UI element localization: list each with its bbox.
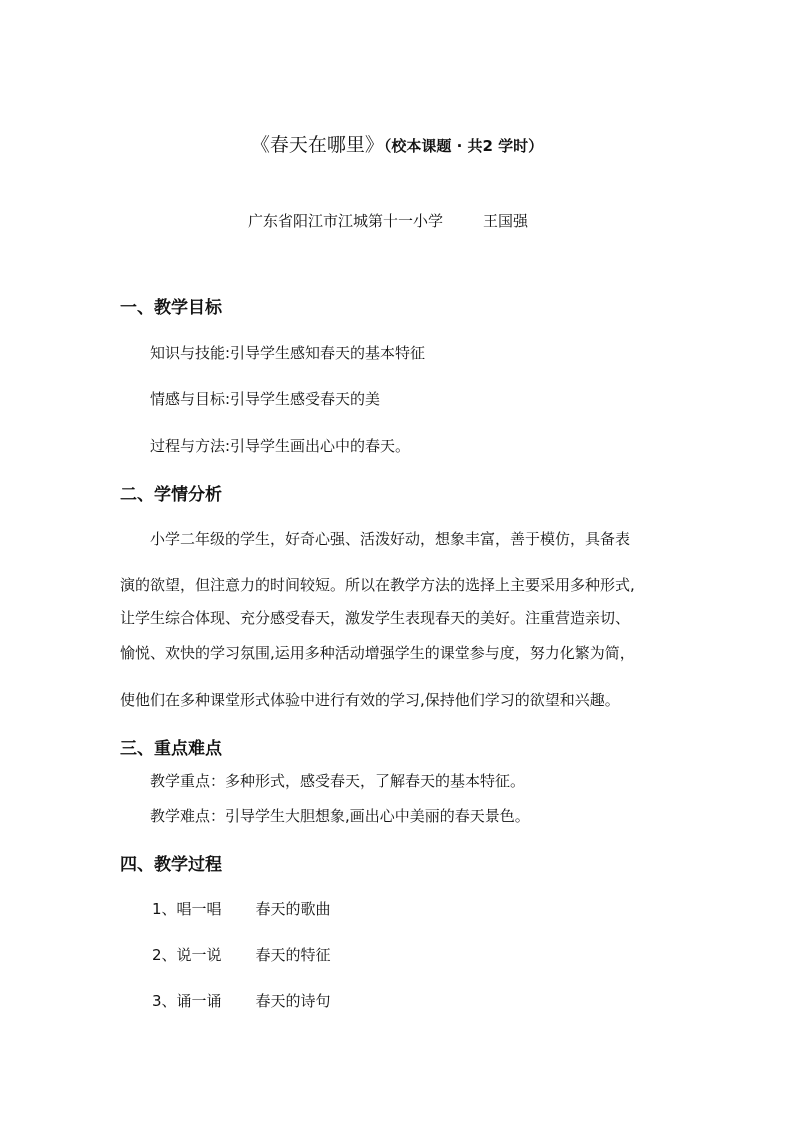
document-title [0,130,794,157]
process-item-desc: 春天的诗句 [255,992,331,1010]
process-item [152,990,331,1011]
analysis-line: 愉悦、欢快的学习氛围,运用多种活动增强学生的课堂参与度，努力化繁为简， [120,644,635,662]
process-item [152,944,331,965]
objective-line: 知识与技能:引导学生感知春天的基本特征 [150,344,426,362]
key-point-line: 教学重点：多种形式，感受春天，了解春天的基本特征。 [150,772,526,790]
key-point-line: 教学难点：引导学生大胆想象,画出心中美丽的春天景色。 [150,807,530,825]
section-heading-key-points: 三、重点难点 [120,739,222,759]
process-item [152,898,331,919]
section-heading-process: 四、教学过程 [120,855,222,875]
analysis-line: 让学生综合体现、充分感受春天，激发学生表现春天的美好。注重营造亲切、 [120,609,631,627]
author-school: 广东省阳江市江城第十一小学 [248,212,444,230]
title-main: 《春天在哪里》 [250,134,384,156]
process-item-desc: 春天的特征 [255,946,331,964]
section-heading-analysis: 二、学情分析 [120,485,222,505]
author-name: 王国强 [483,212,529,230]
objective-line: 过程与方法:引导学生画出心中的春天。 [150,437,411,455]
author-line [248,210,528,231]
analysis-line: 小学二年级的学生，好奇心强、活泼好动，想象丰富，善于模仿，具备表 [150,530,631,548]
process-item-step: 3、诵一诵 [152,992,222,1010]
process-item-desc: 春天的歌曲 [255,900,331,918]
process-item-step: 1、唱一唱 [152,900,222,918]
objective-line: 情感与目标:引导学生感受春天的美 [150,390,381,408]
title-subtitle: （校本课题 · 共2 学时） [383,137,544,155]
analysis-line: 演的欲望，但注意力的时间较短。所以在教学方法的选择上主要采用多种形式, [120,576,635,594]
section-heading-objectives: 一、教学目标 [120,298,222,318]
analysis-line: 使他们在多种课堂形式体验中进行有效的学习,保持他们学习的欲望和兴趣。 [120,691,620,709]
process-item-step: 2、说一说 [152,946,222,964]
